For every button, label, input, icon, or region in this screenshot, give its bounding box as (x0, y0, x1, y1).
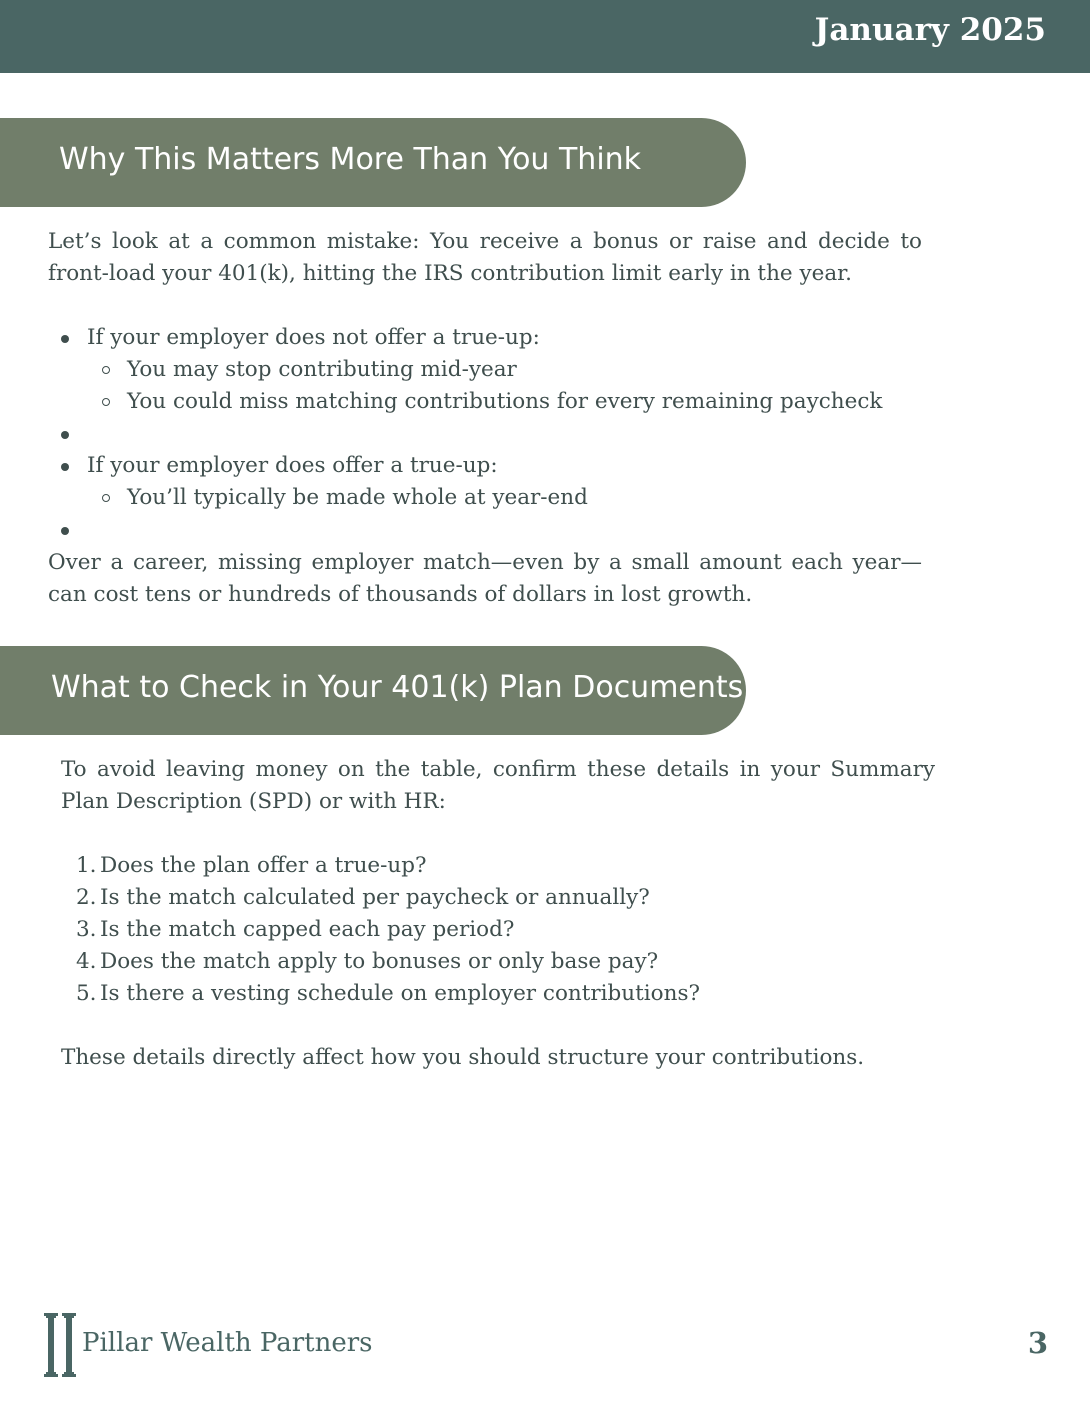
bullet-list (58, 322, 938, 546)
sub-list (87, 482, 938, 514)
sub-list-item: You could miss matching contributions for every remaining paycheck (87, 386, 938, 418)
section-banner-plan-documents (0, 646, 746, 735)
section-title: What to Check in Your 401(k) Plan Documents (51, 670, 744, 705)
item-text: Is there a vesting schedule on employer contributions? (100, 981, 701, 1006)
numbered-item (76, 882, 700, 914)
item-number: 5. (76, 981, 97, 1006)
item-number: 2. (76, 885, 97, 910)
section-closing: Over a career, missing employer match—even by a small amount each year—can cost tens or hundreds of thousands of dollars in lost growth. (48, 550, 922, 607)
issue-date: January 2025 (814, 12, 1046, 48)
section-title: Why This Matters More Than You Think (59, 142, 642, 177)
section-intro: To avoid leaving money on the table, confirm these details in your Summary Plan Description (SPD) or with HR: (61, 757, 935, 814)
item-number: 4. (76, 949, 97, 974)
numbered-item (76, 850, 700, 882)
sub-list-item: You may stop contributing mid-year (87, 354, 938, 386)
numbered-list (76, 850, 700, 1010)
list-item-text: If your employer does offer a true-up: (87, 453, 498, 478)
numbered-item (76, 946, 700, 978)
numbered-item (76, 914, 700, 946)
item-text: Does the plan offer a true-up? (100, 853, 427, 878)
header-bar (0, 0, 1090, 73)
sub-list (87, 354, 938, 418)
sub-list-item: You’ll typically be made whole at year-end (87, 482, 938, 514)
list-item-empty (58, 514, 938, 546)
section-banner-why-this-matters (0, 118, 746, 207)
list-item-empty (58, 418, 938, 450)
item-text: Is the match capped each pay period? (100, 917, 515, 942)
list-item (58, 450, 938, 514)
list-item-text: If your employer does not offer a true-up: (87, 325, 540, 350)
section-intro: Let’s look at a common mistake: You receive a bonus or raise and decide to front-load your 401(k), hitting the IRS contribution limit early in the year. (48, 229, 922, 286)
numbered-item (76, 978, 700, 1010)
item-number: 1. (76, 853, 97, 878)
section-closing: These details directly affect how you should structure your contributions. (61, 1045, 865, 1070)
page-number: 3 (1027, 1326, 1048, 1360)
pillar-logo-icon (44, 1313, 78, 1377)
item-text: Does the match apply to bonuses or only base pay? (100, 949, 659, 974)
list-item (58, 322, 938, 418)
brand-name: Pillar Wealth Partners (82, 1328, 373, 1358)
item-number: 3. (76, 917, 97, 942)
item-text: Is the match calculated per paycheck or annually? (100, 885, 650, 910)
